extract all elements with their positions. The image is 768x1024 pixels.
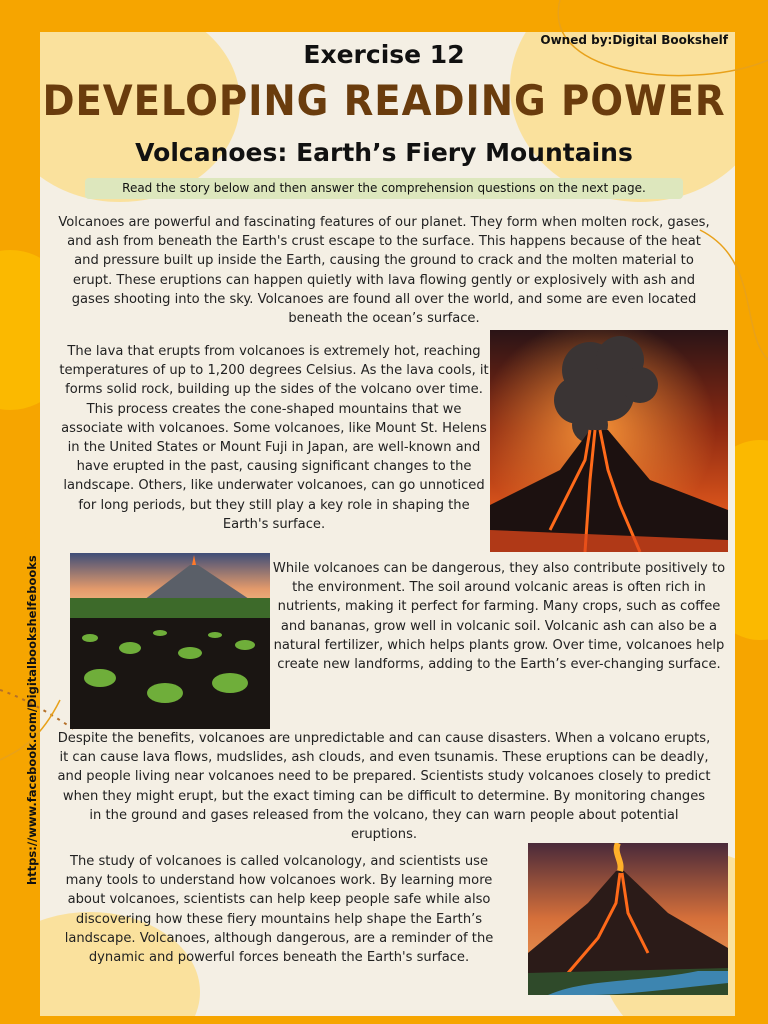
volcanic-farmland-image <box>70 553 270 729</box>
paragraph-lava: The lava that erupts from volcanoes is extremely hot, reaching temperatures of up to 1,200 degrees Celsius. As the lava cools, it forms solid rock, building up the sides of the volcano over time. This process creates the cone-shaped mountains that we associate with volcanoes. Some volcanoes, like Mount St. Helens in the United States or Mount Fuji in Japan, are well-known and have erupted in the past, causing significant changes to the landscape. Others, like underwater volcanoes, can go unnoticed for long periods, but they still play a key role in shaping the Earth's surface. <box>59 344 489 532</box>
page-title: DEVELOPING READING POWER <box>42 76 726 125</box>
facebook-link[interactable]: https://www.facebook.com/Digitalbookshelfebooks <box>25 555 39 885</box>
story-title: Volcanoes: Earth’s Fiery Mountains <box>135 138 633 167</box>
instruction-banner: Read the story below and then answer the comprehension questions on the next page. <box>85 178 683 199</box>
paragraph-benefits: While volcanoes can be dangerous, they also contribute positively to the environment. The soil around volcanic areas is often rich in nutrients, making it perfect for farming. Many crops, such as coffee and bananas, grow well in volcanic soil. Volcanic ash can also be a natural fertilizer, which helps plants grow. Over time, volcanoes help create new landforms, adding to the Earth’s ever-changing surface. <box>272 561 726 673</box>
paragraph-volcanology: The study of volcanoes is called volcanology, and scientists use many tools to understand how volcanoes work. By learning more about volcanoes, scientists can help keep people safe while also discovering how these fiery mountains help shape the Earth’s landscape. Volcanoes, although dangerous, are a reminder of the dynamic and powerful forces beneath the Earth's surface. <box>64 854 494 966</box>
paragraph-dangers: Despite the benefits, volcanoes are unpredictable and can cause disasters. When a volcano erupts, it can cause lava flows, mudslides, ash clouds, and even tsunamis. These eruptions can be deadly, and people living near volcanoes need to be prepared. Scientists study volcanoes closely to predict when they might erupt, but the exact timing can be difficult to determine. By monitoring changes in the ground and gases released from the volcano, they can warn people about potential eruptions. <box>57 731 711 843</box>
lava-river-volcano-image <box>528 843 728 995</box>
paragraph-intro: Volcanoes are powerful and fascinating features of our planet. They form when molten rock, gases, and ash from beneath the Earth's crust escape to the surface. This happens because of the heat and pressure built up inside the Earth, causing the ground to crack and the molten material to erupt. These eruptions can happen quietly with lava flowing gently or explosively with ash and gases shooting into the sky. Volcanoes are found all over the world, and some are even located beneath the ocean’s surface. <box>58 215 710 327</box>
owner-label: Owned by:Digital Bookshelf <box>540 33 728 47</box>
exercise-title: Exercise 12 <box>303 40 465 69</box>
erupting-volcano-image <box>490 330 728 552</box>
